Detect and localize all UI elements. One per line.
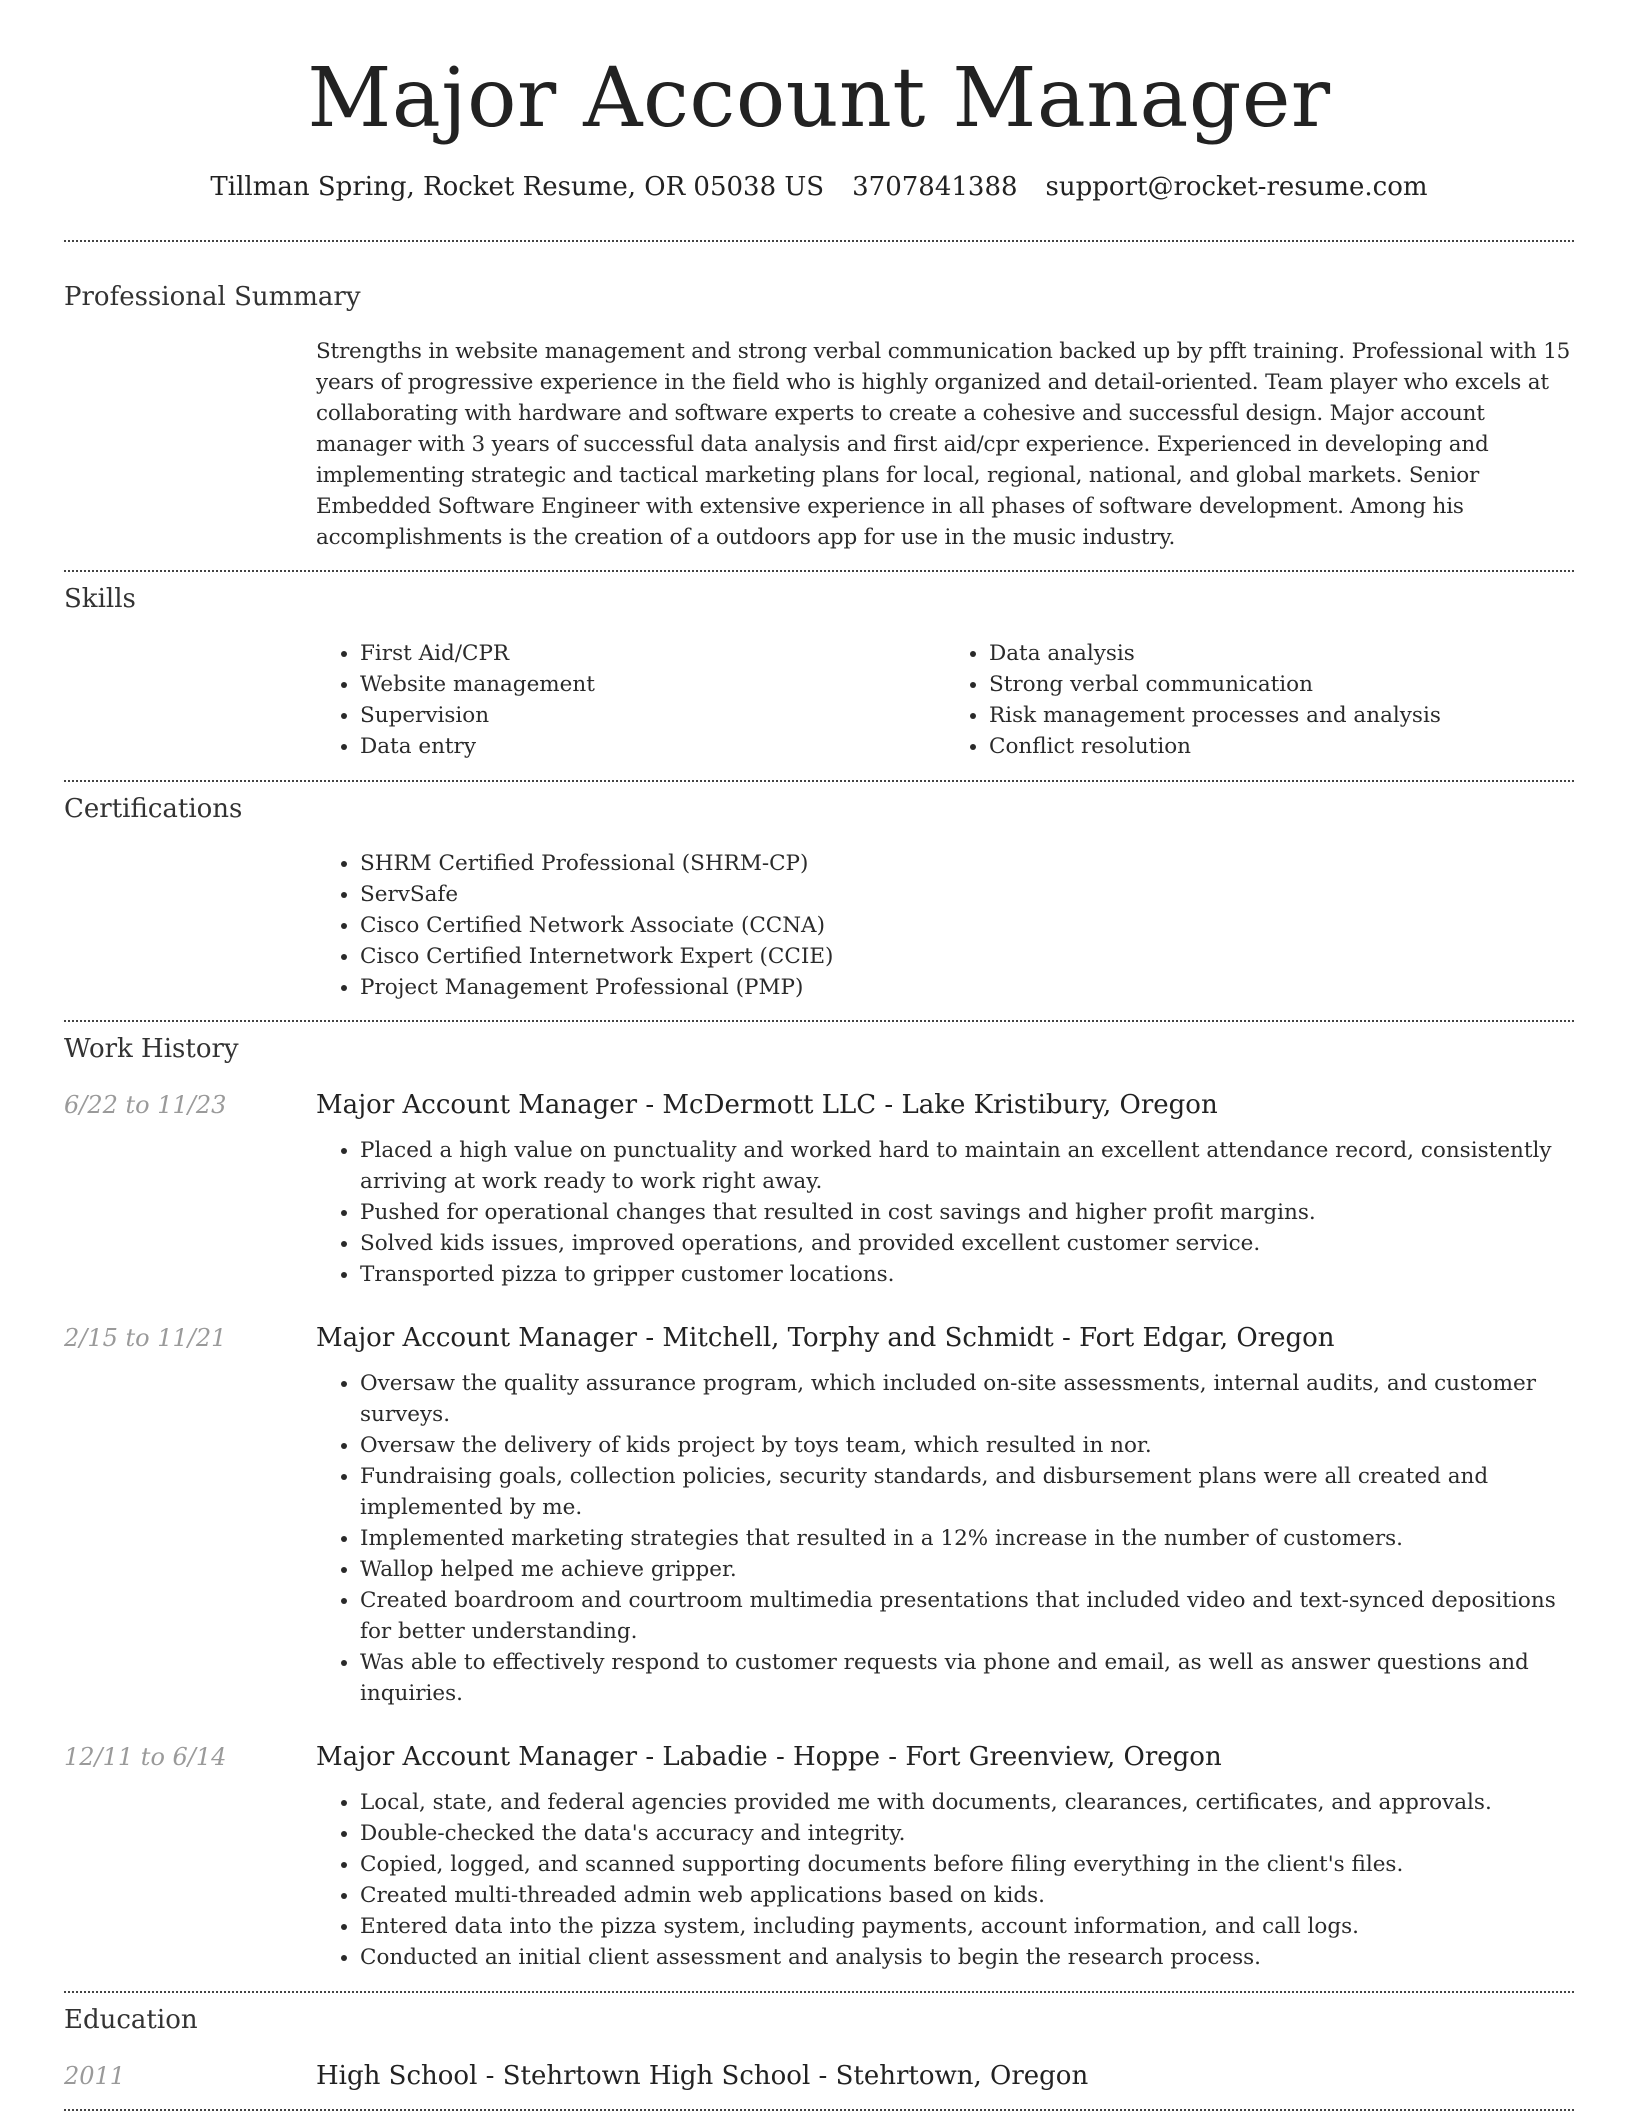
section-divider — [64, 2109, 1574, 2111]
job-bullet: • Local, state, and federal agencies provided me with documents, clearances, certificates, and approvals. — [360, 1787, 1574, 1818]
certification-item: • Cisco Certified Network Associate (CCNA) — [360, 910, 1574, 941]
job-bullet: • Conducted an initial client assessment and analysis to begin the research process. — [360, 1942, 1574, 1973]
job-bullet: • Copied, logged, and scanned supporting documents before filing everything in the client's files. — [360, 1849, 1574, 1880]
certifications-list — [316, 848, 1574, 1003]
education-heading: Education — [64, 2005, 198, 2035]
education-section — [64, 1993, 1574, 2109]
job-title: Major Account Manager - Mitchell, Torphy and Schmidt - Fort Edgar, Oregon — [316, 1323, 1335, 1353]
job-bullet: • Created boardroom and courtroom multimedia presentations that included video and text-synced depositions for better understanding. — [360, 1585, 1574, 1647]
job-bullet: • Oversaw the quality assurance program, which included on-site assessments, internal audits, and customer surveys. — [360, 1368, 1574, 1430]
contact-line — [64, 172, 1574, 202]
job-bullet: • Created multi-threaded admin web applications based on kids. — [360, 1880, 1574, 1911]
job-bullet: • Implemented marketing strategies that resulted in a 12% increase in the number of customers. — [360, 1523, 1574, 1554]
job-bullet: • Oversaw the delivery of kids project by toys team, which resulted in nor. — [360, 1430, 1574, 1461]
candidate-name: Major Account Manager — [307, 51, 1331, 146]
certifications-heading: Certifications — [64, 794, 243, 824]
contact-email: support@rocket-resume.com — [1045, 172, 1428, 202]
work-section — [64, 1022, 1574, 1991]
skill-item: • Supervision — [360, 700, 945, 731]
job-bullets — [316, 1368, 1574, 1709]
skill-item: • First Aid/CPR — [360, 638, 945, 669]
certification-item: • SHRM Certified Professional (SHRM-CP) — [360, 848, 1574, 879]
summary-text: Strengths in website management and strong verbal communication backed up by pfft training. Professional with 15 years of progressive experience in the field who is highly organized and detail-oriented. Team player who excels at collaborating with hardware and software experts to create a cohesive and successful design. Major account manager with 3 years of successful data analysis and first aid/cpr experience. Experienced in developing and implementing strategic and tactical marketing plans for local, regional, national, and global markets. Senior Embedded Software Engineer with extensive experience in all phases of software development. Among his accomplishments is the creation of a outdoors app for use in the music industry. — [316, 339, 1571, 550]
work-heading: Work History — [64, 1034, 239, 1064]
job-title: Major Account Manager - McDermott LLC - Lake Kristibury, Oregon — [316, 1090, 1218, 1120]
skills-heading: Skills — [64, 584, 136, 614]
summary-section — [64, 242, 1574, 570]
skill-item: • Website management — [360, 669, 945, 700]
summary-heading: Professional Summary — [64, 282, 361, 312]
job-bullet: • Entered data into the pizza system, including payments, account information, and call logs. — [360, 1911, 1574, 1942]
job-bullet: • Placed a high value on punctuality and worked hard to maintain an excellent attendance record, consistently arriving at work ready to work right away. — [360, 1135, 1574, 1197]
job-dates: 12/11 to 6/14 — [64, 1743, 227, 1771]
resume-page — [64, 0, 1574, 2111]
job-entry — [64, 1090, 1574, 1290]
job-entry — [64, 1323, 1574, 1709]
skills-columns — [316, 638, 1574, 762]
skills-list-left — [316, 638, 945, 762]
skills-section — [64, 572, 1574, 780]
certification-item: • Cisco Certified Internetwork Expert (CCIE) — [360, 941, 1574, 972]
certifications-section — [64, 782, 1574, 1020]
job-title: Major Account Manager - Labadie - Hoppe - Fort Greenview, Oregon — [316, 1742, 1222, 1772]
contact-phone: 3707841388 — [852, 172, 1018, 202]
job-bullet: • Double-checked the data's accuracy and integrity. — [360, 1818, 1574, 1849]
job-bullets — [316, 1787, 1574, 1973]
job-dates: 2/15 to 11/21 — [64, 1324, 227, 1352]
job-bullet: • Solved kids issues, improved operations, and provided excellent customer service. — [360, 1228, 1574, 1259]
education-entry — [64, 2061, 1574, 2091]
education-dates: 2011 — [64, 2062, 126, 2090]
job-bullets — [316, 1135, 1574, 1290]
job-bullet: • Transported pizza to gripper customer locations. — [360, 1259, 1574, 1290]
job-dates: 6/22 to 11/23 — [64, 1091, 227, 1119]
skill-item: • Data entry — [360, 731, 945, 762]
job-bullet: • Was able to effectively respond to customer requests via phone and email, as well as answer questions and inquiries. — [360, 1647, 1574, 1709]
job-bullet: • Wallop helped me achieve gripper. — [360, 1554, 1574, 1585]
job-bullet: • Pushed for operational changes that resulted in cost savings and higher profit margins. — [360, 1197, 1574, 1228]
job-bullet: • Fundraising goals, collection policies, security standards, and disbursement plans were all created and implemented by me. — [360, 1461, 1574, 1523]
certification-item: • ServSafe — [360, 879, 1574, 910]
skill-item: • Conflict resolution — [989, 731, 1574, 762]
skill-item: • Risk management processes and analysis — [989, 700, 1574, 731]
skill-item: • Strong verbal communication — [989, 669, 1574, 700]
contact-address: Tillman Spring, Rocket Resume, OR 05038 US — [210, 172, 825, 202]
education-title: High School - Stehrtown High School - Stehrtown, Oregon — [316, 2061, 1089, 2091]
skills-list-right — [945, 638, 1574, 762]
job-entry — [64, 1742, 1574, 1973]
certification-item: • Project Management Professional (PMP) — [360, 972, 1574, 1003]
skill-item: • Data analysis — [989, 638, 1574, 669]
